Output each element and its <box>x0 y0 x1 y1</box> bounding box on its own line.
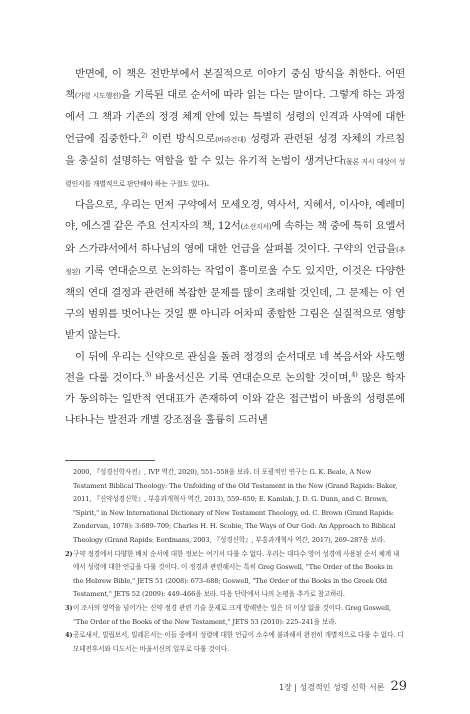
parenthetical-small: (바라건대) <box>215 135 246 144</box>
parenthetical-small: (소선지서) <box>240 223 272 232</box>
footnote-number: 2) <box>65 549 73 558</box>
text-run: 반면에, 이 책은 전반부에서 본질적으로 이야기 중심 방식을 취한다. 어떤 책 <box>65 68 405 102</box>
footnote-number: 4) <box>65 631 73 640</box>
paragraph-3 <box>65 347 405 432</box>
paragraph-2 <box>65 195 405 346</box>
text-run: 바울서신은 기록 연대순으로 논의할 것이며, <box>151 371 352 384</box>
footnote-4 <box>65 629 405 656</box>
text-run: 다음으로, 우리는 먼저 구약에서 모세오경, 역사서, 지혜서, 이사야, 예레미야, 에스겔 같은 주요 선지자의 책, 12서 <box>65 199 405 233</box>
footnote-3 <box>65 602 405 629</box>
text-run: 기록 연대순으로 논의하는 작업이 흥미로울 수도 있지만, 이것은 다양한 책의 연대 결정과 관련해 복잡한 문제를 많이 초래할 것인데, 그 문제는 이 연구의 범위를 벗어나는 것일 뿐 아니라 어차피 종합한 그림은 실질적으로 영향받지 않는다. <box>65 264 405 342</box>
footnote-number: 3) <box>65 603 73 612</box>
footnote-ref-2[interactable]: 2) <box>141 131 148 140</box>
parenthetical-small: (추정된) <box>65 245 405 276</box>
footnote-2 <box>65 548 405 602</box>
footnote-ref-4[interactable]: 4) <box>351 370 358 379</box>
text-run: 많은 학자가 동의하는 일반적 연대표가 존재하여 이와 같은 접근법이 바울의 성령론에 나타나는 발전과 개별 강조점을 훌륭히 드러낸 <box>65 371 405 427</box>
parenthetical-small: (가령 시도행전) <box>74 92 121 101</box>
footnote-text: 공로새서, 빌립보서, 빌레몬서는 이들 중에서 성령에 대한 언급이 소수에 불과해서 완전히 개별적으로 다룰 수 없다. 디모데전후서와 디도서는 바울서신의 일부로 다룰 것이다. <box>73 631 404 653</box>
page-number: 29 <box>390 679 407 694</box>
text-run: 을 기록된 대로 순서에 따라 읽는 다는 말이다. 그렇게 하는 과정에서 그 책과 기존의 정경 체계 안에 있는 특별히 성령의 인격과 사역에 대한 언급에 집중한다. <box>65 89 405 145</box>
footnote-continued: 2000, 『성경신학사전』, IVP 역간, 2020), 551–558을 보라. 더 포괄적인 연구는 G. K. Beale, A New Testament Biblical Theology: The Unfolding of the Old Testament in the New (Grand Rapids: Baker, 2011, 『신약성경신학』, 부흥과개혁사 역간, 2013), 559–650; E. Kamlah, J. D. G. Dunn, and C. Brown, "Spirit," in New International Dictionary of New Testament Theology, ed. C. Brown (Grand Rapids: Zondervan, 1978): 3:689–709; Charles H. H. Scobie, The Ways of Our God: An Approach to Biblical Theology (Grand Rapids: Eerdmans, 2003, 『성경신학』, 부흥과개혁사 역간, 2017), 269–287을 보라. <box>73 468 398 544</box>
text-run: 에 속하는 책 중에 특히 요엘서와 스가랴서에서 하나님의 영에 대한 언급을 살펴볼 것이다. 구약의 언급을 <box>65 220 405 255</box>
parenthetical-small: (물론 지시 대상이 성령인지를 개별적으로 판단해야 하는 구절도 있다) <box>65 157 406 189</box>
text-run: 이 뒤에 우리는 신약으로 관심을 돌려 정경의 순서대로 네 복음서와 사도행전을 다룰 것이다. <box>65 350 405 384</box>
text-run: 성령과 관련된 성경 자체의 가르침을 충실히 설명하는 역할을 할 수 있는 유기적 논법이 생겨난다 <box>65 132 405 167</box>
text-run: . <box>206 177 210 190</box>
footnote-ref-3[interactable]: 3) <box>144 370 152 379</box>
main-body-text <box>65 64 405 431</box>
footnote-divider <box>65 460 155 461</box>
paragraph-1 <box>65 64 405 195</box>
footnote-text: 구약 정경에서 다양한 배치 순서에 대한 정보는 여기서 다룰 수 없다. 우리는 대다수 영어 성경에 사용된 순서 체계 내에서 성령에 대한 언급을 다룰 것이다. 이 정경과 관련해서는 특히 Greg Goswell, "The Order of the Books in the Hebrew Bible," JETS 51 (2008): 673–688; Goswell, "The Order of the Books in the Greek Old Testament," JETS 52 (2009): 449–466을 보라. 다음 단락에서 나의 논평을 추가로 참고하라. <box>73 549 400 599</box>
footnotes <box>65 466 405 656</box>
footnote-text: 이 조사의 영역을 넘어가는 신약 정경 관련 기술 문제로 크게 방해받는 일은 더 이상 없을 것이다. Greg Goswell, "The Order of the Books of the New Testament," JETS 53 (2010): 225–241을 보라. <box>73 603 391 626</box>
running-footer-chapter: 1장 | 성경적인 성령 신학 서론 <box>278 683 385 692</box>
text-run: 이런 방식으로 <box>147 132 216 145</box>
page-footer <box>279 679 407 694</box>
